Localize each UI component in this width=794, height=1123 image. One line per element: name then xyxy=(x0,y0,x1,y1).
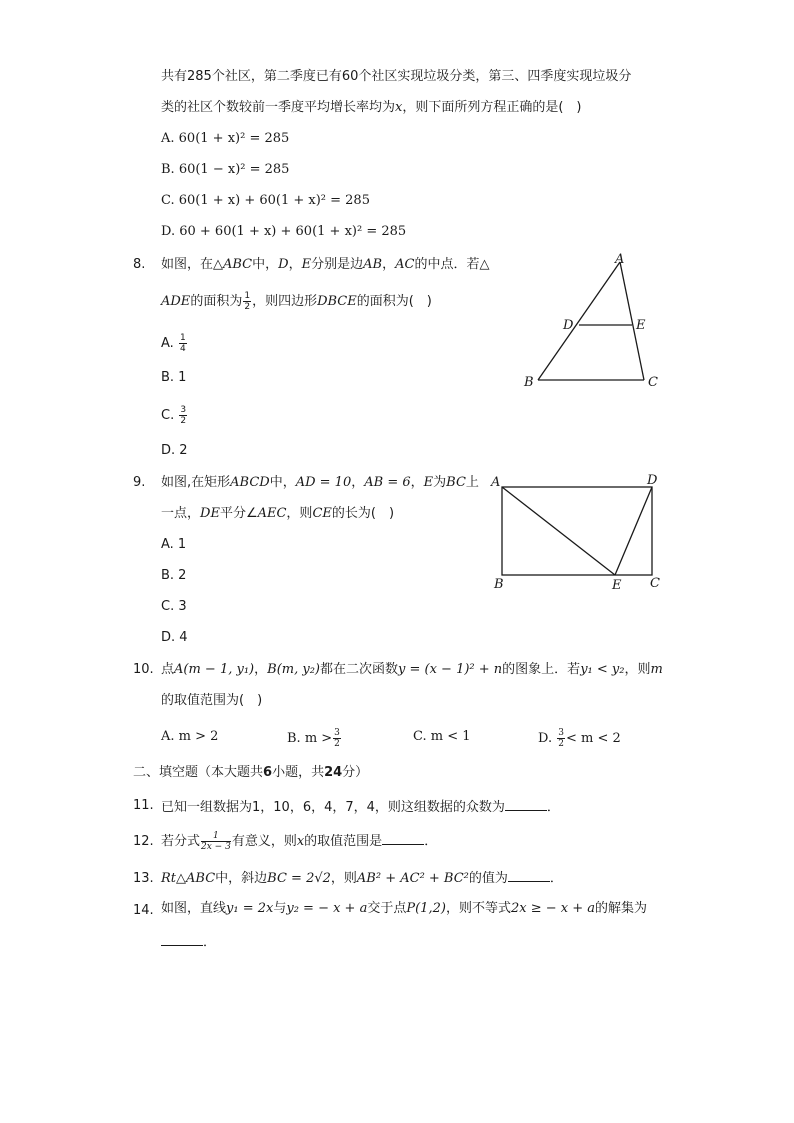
q13-bc-eq: BC = 2√2 xyxy=(267,871,331,886)
q13-end: ． xyxy=(549,871,563,886)
q10-line1 xyxy=(161,661,663,679)
q14-text: 与 xyxy=(273,901,287,916)
q10-sep: ， xyxy=(254,662,268,677)
q12-line xyxy=(161,831,437,852)
q14-text: 交于点 xyxy=(367,901,407,916)
q9-segment-de xyxy=(615,487,652,575)
section2-score: 24 xyxy=(324,765,343,780)
q12-text: 若分式 xyxy=(161,834,201,849)
q10-option-a: A. m > 2 xyxy=(161,729,219,744)
q13-abc: ABC xyxy=(186,871,216,886)
fraction-denominator: 2 xyxy=(558,739,564,749)
fraction-denominator: 2x − 3 xyxy=(201,842,231,852)
q9-segment-ae xyxy=(502,487,615,575)
q12-end: ． xyxy=(424,834,438,849)
fraction-denominator: 4 xyxy=(179,344,186,354)
q14-text: 的解集为 xyxy=(594,901,647,916)
q8-label-a: A xyxy=(615,252,625,267)
q13-expression: AB² + AC² + BC² xyxy=(356,871,469,886)
q10-text: 的图象上．若 xyxy=(502,662,581,677)
q7-option-a: A. 60(1 + x)² = 285 xyxy=(161,131,290,146)
q10-text: ，则 xyxy=(624,662,651,677)
section2-text: 小题，共 xyxy=(272,765,325,780)
q7-line2-b: ，则下面所列方程正确的是( ) xyxy=(402,100,582,115)
q9-aec: AEC xyxy=(257,506,287,521)
q13-answer-blank[interactable] xyxy=(508,868,550,882)
q8-option-d: D. 2 xyxy=(161,443,188,458)
q14-answer-blank[interactable] xyxy=(161,932,203,946)
q9-abcd: ABCD xyxy=(230,475,270,490)
q14-end: ． xyxy=(203,935,217,950)
q14-line1 xyxy=(161,900,647,918)
q9-label-b: B xyxy=(494,577,504,592)
q8-text: 的面积为 xyxy=(190,294,243,309)
q14-text: ，则不等式 xyxy=(445,901,511,916)
q10-option-b xyxy=(287,728,342,749)
q8-sep: ， xyxy=(288,257,302,272)
q13-rt: Rt xyxy=(161,871,177,886)
q9-ad-eq: AD = 10 xyxy=(295,475,352,490)
q10-line2: 的取值范围为( ) xyxy=(161,693,263,708)
q13-text: 的值为 xyxy=(468,871,508,886)
q12-text: 的取值范围是 xyxy=(304,834,383,849)
q9-option-d: D. 4 xyxy=(161,630,188,645)
q8-text: 的面积为( ) xyxy=(356,294,432,309)
q14-text: 如图，直线 xyxy=(161,901,227,916)
q7-option-d: D. 60 + 60(1 + x) + 60(1 + x)² = 285 xyxy=(161,224,407,239)
q9-rectangle-abcd xyxy=(502,487,652,575)
fraction-denominator: 2 xyxy=(334,739,340,749)
q8-d: D xyxy=(278,257,289,272)
q9-text: 如图,在矩形 xyxy=(161,475,231,490)
q8-option-c xyxy=(161,405,188,426)
q14-line2 xyxy=(161,932,216,952)
q13-number: 13. xyxy=(133,871,154,886)
q7-option-b: B. 60(1 − x)² = 285 xyxy=(161,162,290,177)
q8-ab: AB xyxy=(363,257,383,272)
q8-side-ab xyxy=(538,262,620,380)
option-label: B. m > xyxy=(287,731,333,746)
q7-line2 xyxy=(161,99,582,117)
q8-sep: ， xyxy=(382,257,396,272)
q11-number: 11. xyxy=(133,798,154,813)
q8-number: 8. xyxy=(133,257,146,272)
q8-line2 xyxy=(161,291,432,312)
q9-label-d: D xyxy=(647,473,658,488)
q9-sep: ， xyxy=(410,475,424,490)
q11-end: ． xyxy=(546,800,560,815)
q10-option-d xyxy=(538,728,621,749)
q11-answer-blank[interactable] xyxy=(505,797,547,811)
q8-option-a-fraction xyxy=(179,333,187,354)
q12-text: 有意义，则 xyxy=(231,834,297,849)
fraction-denominator: 2 xyxy=(244,302,251,312)
q10-point-b: B(m, y₂) xyxy=(267,662,320,677)
q10-option-d-fraction xyxy=(557,728,565,749)
q9-label-c: C xyxy=(650,576,660,591)
q12-x: x xyxy=(296,834,305,849)
q8-text: 中， xyxy=(252,257,279,272)
q9-label-e: E xyxy=(612,578,622,593)
q9-text: 的长为( ) xyxy=(331,506,395,521)
option-label: D. xyxy=(538,731,553,746)
q9-line2 xyxy=(161,505,394,523)
q11-line xyxy=(161,797,560,817)
q14-y1: y₁ = 2x xyxy=(226,901,274,916)
q10-condition: y₁ < y₂ xyxy=(580,662,625,677)
q13-text: 中，斜边 xyxy=(215,871,268,886)
q9-line1 xyxy=(161,474,479,492)
fraction-numerator: 1 xyxy=(201,831,231,842)
section2-heading xyxy=(133,764,368,782)
section2-text: 二、填空题（本大题共 xyxy=(133,765,264,780)
q10-m: m xyxy=(650,662,663,677)
q14-number: 14. xyxy=(133,903,154,918)
q8-label-c: C xyxy=(648,375,658,390)
q9-sep: ， xyxy=(351,475,365,490)
q9-text: 上 xyxy=(465,475,479,490)
fraction-numerator: 1 xyxy=(179,333,186,343)
q7-line2-a: 类的社区个数较前一季度平均增长率均为 xyxy=(161,100,396,115)
q8-option-a xyxy=(161,333,188,354)
q10-option-b-fraction xyxy=(333,728,341,749)
q8-ac: AC xyxy=(395,257,415,272)
q8-ade: ADE xyxy=(161,294,191,309)
q10-function: y = (x − 1)² + n xyxy=(398,662,503,677)
q8-label-b: B xyxy=(524,375,534,390)
q7-line1: 共有285个社区，第二季度已有60个社区实现垃圾分类，第三、四季度实现垃圾分 xyxy=(161,69,632,84)
section2-text: 分） xyxy=(342,765,369,780)
q9-de: DE xyxy=(200,506,220,521)
q8-text: 分别是边 xyxy=(311,257,364,272)
section2-count: 6 xyxy=(263,765,273,780)
option-label: A. xyxy=(161,336,174,351)
q7-var-x: x xyxy=(395,100,403,115)
q10-number: 10. xyxy=(133,662,154,677)
q8-line1 xyxy=(161,256,489,274)
q9-text: 平分∠ xyxy=(219,506,258,521)
fraction-numerator: 3 xyxy=(334,728,340,738)
fraction-numerator: 3 xyxy=(558,728,564,738)
q13-text: △ xyxy=(176,871,187,886)
q8-text: 的中点．若△ xyxy=(414,257,490,272)
option-tail: < m < 2 xyxy=(565,731,621,746)
q9-text: ，则 xyxy=(286,506,313,521)
q8-option-c-fraction xyxy=(179,405,187,426)
q9-ce: CE xyxy=(312,506,332,521)
q14-point-p: P(1,2) xyxy=(406,901,446,916)
q8-option-b: B. 1 xyxy=(161,370,187,385)
q9-text: 中， xyxy=(269,475,296,490)
q10-option-c: C. m < 1 xyxy=(413,729,471,744)
q9-e: E xyxy=(423,475,434,490)
q9-number: 9. xyxy=(133,475,146,490)
q10-text: 都在二次函数 xyxy=(320,662,399,677)
q9-text: 为 xyxy=(433,475,447,490)
q12-number: 12. xyxy=(133,834,154,849)
q10-point-a: A(m − 1, y₁) xyxy=(174,662,255,677)
q8-half-fraction xyxy=(243,291,251,312)
q8-abc: ABC xyxy=(223,257,253,272)
q7-option-c: C. 60(1 + x) + 60(1 + x)² = 285 xyxy=(161,193,370,208)
fraction-numerator: 3 xyxy=(180,405,187,415)
q8-label-e: E xyxy=(636,318,646,333)
q8-triangle-figure xyxy=(520,250,670,395)
q8-text: ，则四边形 xyxy=(252,294,318,309)
q9-rectangle-figure xyxy=(486,468,666,594)
q8-text: 如图，在△ xyxy=(161,257,223,272)
q8-label-d: D xyxy=(563,318,574,333)
q9-text: 一点， xyxy=(161,506,201,521)
q8-dbce: DBCE xyxy=(317,294,357,309)
q14-y2: y₂ = − x + a xyxy=(286,901,368,916)
q9-option-b: B. 2 xyxy=(161,568,187,583)
q10-text: 点 xyxy=(161,662,175,677)
q12-fraction xyxy=(201,831,231,852)
fraction-numerator: 1 xyxy=(244,291,251,301)
q9-option-a: A. 1 xyxy=(161,537,187,552)
option-label: C. xyxy=(161,408,175,423)
q14-inequality: 2x ≥ − x + a xyxy=(510,901,595,916)
q13-text: ，则 xyxy=(330,871,357,886)
q12-answer-blank[interactable] xyxy=(382,831,424,845)
q9-option-c: C. 3 xyxy=(161,599,187,614)
q9-ab-eq: AB = 6 xyxy=(364,475,411,490)
fraction-denominator: 2 xyxy=(180,416,187,426)
q9-label-a: A xyxy=(491,475,501,490)
q9-bc: BC xyxy=(446,475,466,490)
q8-e: E xyxy=(301,257,312,272)
q13-line xyxy=(161,868,563,888)
q11-text: 已知一组数据为1，10，6，4，7，4，则这组数据的众数为 xyxy=(161,800,505,815)
